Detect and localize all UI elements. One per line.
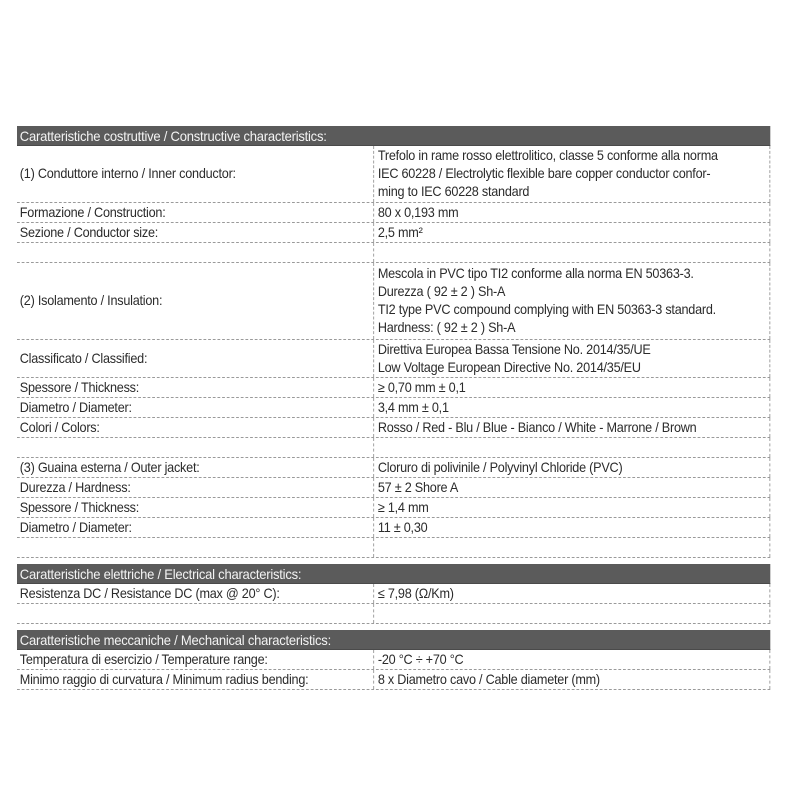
spec-value [374,398,770,417]
spec-row-conductor-size [17,223,770,243]
section-header-electrical [17,564,770,584]
spec-row-construction [17,203,770,223]
spec-label: Minimo raggio di curvatura / Minimum radius bending: [17,670,374,689]
spec-label: Durezza / Hardness: [17,478,374,497]
spec-value [374,478,770,497]
spec-label [17,538,374,557]
spec-row-insulation-diameter [17,398,770,418]
spec-value-line: 2,5 mm² [377,224,423,240]
spec-value [374,243,770,262]
spec-row-blank [17,243,770,263]
section-title: Caratteristiche meccaniche / Mechanical characteristics: [19,631,331,648]
spec-value-line: Direttiva Europea Bassa Tensione No. 2014/35/UE [377,341,651,357]
spec-label [17,604,374,623]
spec-value-line: ≥ 1,4 mm [377,499,429,515]
section-header-construction [17,126,770,146]
spec-row-bending-radius [17,670,770,690]
spec-value [374,223,770,242]
spec-value-line: ming to IEC 60228 standard [377,184,530,199]
spec-value [374,146,770,202]
spec-label: Colori / Colors: [17,418,374,437]
spec-value [374,670,770,689]
spec-value [374,498,770,517]
spec-row-outer-jacket [17,458,770,478]
spec-value [374,340,770,377]
spec-label: Classificato / Classified: [17,340,374,377]
spec-value [374,518,770,537]
spec-value [374,438,770,457]
spec-label: Diametro / Diameter: [17,398,374,417]
spec-value [374,418,770,437]
section-header-mechanical [17,630,770,650]
spec-row-blank [17,438,770,458]
spec-value [374,378,770,397]
spec-value-line: Durezza ( 92 ± 2 ) Sh-A [377,284,506,299]
spec-value-line: TI2 type PVC compound complying with EN 50363-3 standard. [377,302,716,317]
spec-row-jacket-diameter [17,518,770,538]
spec-value-line: ≤ 7,98 (Ω/Km) [377,585,454,601]
spec-row-inner-conductor [17,146,770,203]
spec-label: (3) Guaina esterna / Outer jacket: [17,458,374,477]
spec-label: Spessore / Thickness: [17,498,374,517]
spec-row-insulation-thickness [17,378,770,398]
spec-row-classified [17,340,770,378]
section-title: Caratteristiche elettriche / Electrical characteristics: [19,565,302,582]
spec-row-blank [17,538,770,558]
spec-value-line: -20 °C ÷ +70 °C [377,651,464,667]
spec-value-line: Trefolo in rame rosso elettrolitico, classe 5 conforme alla norma [377,148,718,163]
spec-value [374,604,770,623]
spec-label: Temperatura di esercizio / Temperature range: [17,650,374,669]
spec-sheet [17,126,770,690]
spec-value [374,584,770,603]
spec-value [374,538,770,557]
spec-value-line: Low Voltage European Directive No. 2014/35/EU [377,359,641,375]
section-title: Caratteristiche costruttive / Constructive characteristics: [19,127,327,144]
spec-value-line: 57 ± 2 Shore A [377,479,459,495]
spec-label: Formazione / Construction: [17,203,374,222]
spec-label [17,243,374,262]
spec-row-resistance [17,584,770,604]
spec-row-blank [17,604,770,624]
spec-row-hardness [17,478,770,498]
spec-value-line: 11 ± 0,30 [377,519,428,535]
spec-label: Resistenza DC / Resistance DC (max @ 20° C): [17,584,374,603]
spec-label: (2) Isolamento / Insulation: [17,263,374,339]
spec-value-line: 3,4 mm ± 0,1 [377,399,449,415]
spec-label: Spessore / Thickness: [17,378,374,397]
spec-value-line: IEC 60228 / Electrolytic flexible bare copper conductor confor- [377,166,711,181]
spec-value-line: ≥ 0,70 mm ± 0,1 [377,379,466,395]
spec-row-temperature [17,650,770,670]
spec-value [374,263,770,339]
spec-value-line: Cloruro di polivinile / Polyvinyl Chloride (PVC) [377,459,623,475]
spec-value [374,650,770,669]
spec-row-colors [17,418,770,438]
spec-value [374,458,770,477]
spec-label: (1) Conduttore interno / Inner conductor: [17,146,374,202]
spec-value-line: 8 x Diametro cavo / Cable diameter (mm) [377,671,600,687]
spec-value-line: 80 x 0,193 mm [377,204,459,220]
spec-value-line: Rosso / Red - Blu / Blue - Bianco / White - Marrone / Brown [377,419,697,435]
spec-label: Diametro / Diameter: [17,518,374,537]
spec-row-jacket-thickness [17,498,770,518]
spec-value-line: Mescola in PVC tipo TI2 conforme alla norma EN 50363-3. [377,266,694,281]
spec-label: Sezione / Conductor size: [17,223,374,242]
spec-label [17,438,374,457]
spec-row-insulation [17,263,770,340]
spec-value [374,203,770,222]
spec-value-line: Hardness: ( 92 ± 2 ) Sh-A [377,320,516,335]
